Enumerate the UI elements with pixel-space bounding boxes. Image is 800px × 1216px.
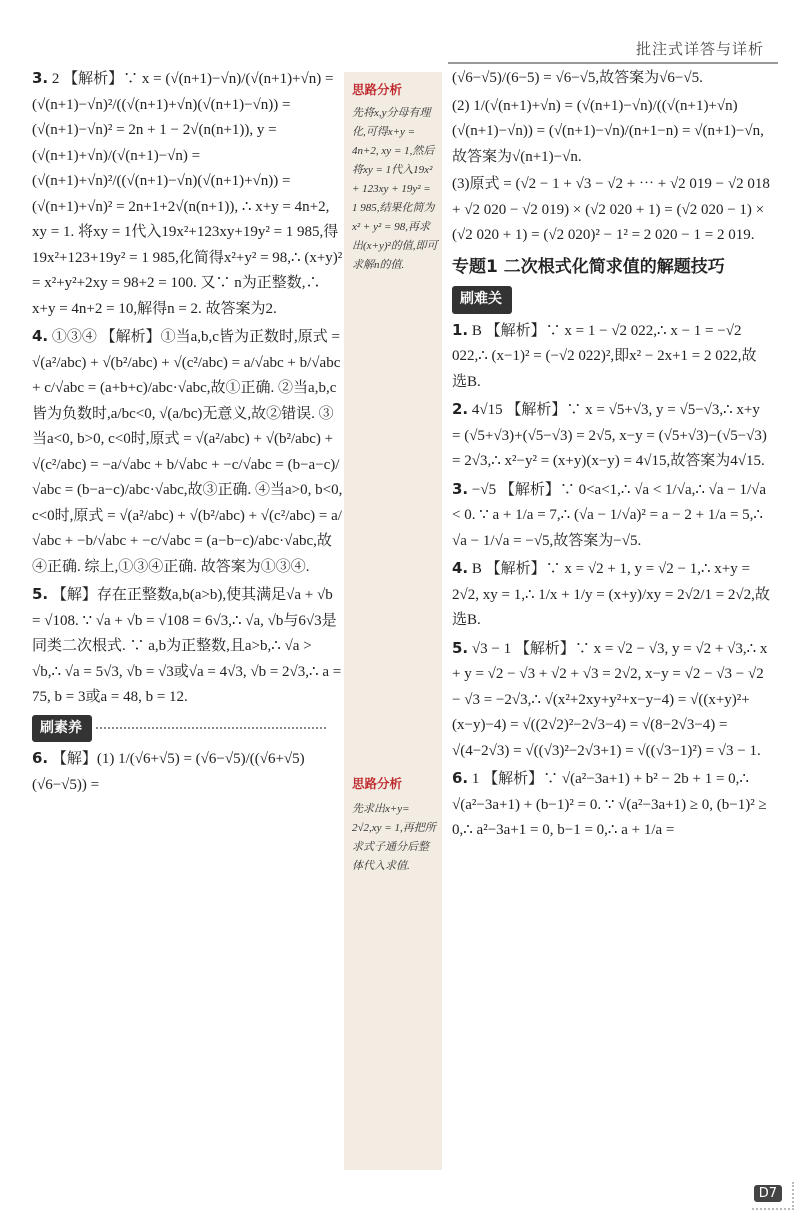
question-text: √3 − 1 【解析】∵ x = √2 − √3, y = √2 + √3,∴ x + y = √2 − √3 + √2 + √3 = 2√2, x−y = √2 − √3 − √2 − √3 = −2√3,∴ √(x²+2xy+y²+x−y−4) = √((x+y)²+(x−y)−4) = √((2√2)²−2√3−4) = √(8−2√3−4) = √(4−2√3) = √((√3)²−2√3+1) = √((√3−1)²) = √3 − 1. (452, 640, 768, 759)
tip-body-1: 先将x,y分母有理化,可得x+y = 4n+2, xy = 1,然后将xy = 1代入19x² + 123xy + 19y² = 1 985,结果化简为x² + y² = 98,再求出(x+y)²的值,即可求解n的值. (352, 107, 438, 271)
continuation-para: (3)原式 = (√2 − 1 + √3 − √2 + ⋯ + √2 019 − √2 018 + √2 020 − √2 019) × (√2 020 + 1) = (√2 020 − 1) × (√2 020 + 1) = (√2 020)² − 1² = 2 020 − 1 = 2 019. (452, 176, 770, 243)
question-6 (32, 746, 344, 798)
question-number: 6. (452, 769, 469, 787)
question-3 (32, 66, 344, 322)
tip-title-2: 思路分析 (352, 776, 403, 791)
brush-section (32, 713, 344, 747)
question-number: 4. (32, 327, 49, 345)
tip-title-1: 思路分析 (352, 82, 403, 97)
hard-badge: 刷难关 (452, 286, 512, 314)
header-rule (448, 62, 778, 64)
question-text: B 【解析】∵ x = √2 + 1, y = √2 − 1,∴ x+y = 2√2, xy = 1,∴ 1/x + 1/y = (x+y)/xy = 2√2/1 = 2√2,故选B. (452, 561, 770, 628)
question-r1 (452, 318, 770, 396)
question-text: −√5 【解析】∵ 0<a<1,∴ √a < 1/√a,∴ √a − 1/√a < 0. ∵ a + 1/a = 7,∴ (√a − 1/√a)² = a − 2 + 1/a = 5,∴ √a − 1/√a = −√5,故答案为−√5. (452, 481, 767, 549)
right-column (452, 66, 770, 846)
question-text: 2 【解析】∵ x = (√(n+1)−√n)/(√(n+1)+√n) = (√(n+1)−√n)²/((√(n+1)+√n)(√(n+1)−√n)) = (√(n+1)−√n)² = 2n + 1 − 2√(n(n+1)), y = (√(n+1)+√n)/(√(n+1)−√n) = (√(n+1)+√n)²/((√(n+1)−√n)(√(n+1)+√n)) = (√(n+1)+√n)² = 2n+1+2√(n(n+1)), ∴ x+y = 4n+2, xy = 1. 将xy = 1代入19x²+123xy+19y² = 1 985,得19x²+123+19y² = 1 985,化简得x²+y² = 98,∴ (x+y)² = x²+y²+2xy = 98+2 = 100. 又∵ n为正整数,∴ x+y = 4n+2 = 10,解得n = 2. 故答案为2. (32, 71, 343, 317)
question-r5 (452, 636, 770, 765)
question-number: 1. (452, 320, 469, 339)
question-text: 【解】(1) 1/(√6+√5) = (√6−√5)/((√6+√5)(√6−√5)) = (32, 751, 305, 793)
question-number: 5. (32, 585, 49, 603)
left-column (32, 66, 344, 800)
question-number: 3. (452, 479, 469, 498)
question-text: B 【解析】∵ x = 1 − √2 022,∴ x − 1 = −√2 022,∴ (x−1)² = (−√2 022)²,即x² − 2x+1 = 2 022,故选B. (452, 322, 757, 390)
continuation-para: (2) 1/(√(n+1)+√n) = (√(n+1)−√n)/((√(n+1)+√n)(√(n+1)−√n)) = (√(n+1)−√n)/(n+1−n) = √(n+1)−√n,故答案为√(n+1)−√n. (452, 97, 764, 165)
question-r3 (452, 477, 770, 555)
question-r2 (452, 397, 770, 475)
dotted-rule (96, 727, 326, 729)
continuation-para: (√6−√5)/(6−5) = √6−√5,故答案为√6−√5. (452, 70, 703, 86)
question-r4 (452, 556, 770, 634)
question-number: 6. (32, 749, 49, 767)
question-text: 4√15 【解析】∵ x = √5+√3, y = √5−√3,∴ x+y = (√5+√3)+(√5−√3) = 2√5, x−y = (√5+√3)−(√5−√3) = 2√3,∴ x²−y² = (x+y)(x−y) = 4√15,故答案为4√15. (452, 402, 767, 469)
question-text: 1 【解析】∵ √(a²−3a+1) + b² − 2b + 1 = 0,∴ √(a²−3a+1) + (b−1)² = 0. ∵ √(a²−3a+1) ≥ 0, (b−1)² ≥ 0,∴ a²−3a+1 = 0, b−1 = 0,∴ a + 1/a = (452, 771, 767, 838)
question-number: 3. (32, 69, 49, 87)
page-header-title: 批注式详答与详析 (635, 40, 764, 58)
question-number: 5. (452, 638, 469, 657)
tip-body-2: 先求出x+y= 2√2,xy = 1,再把所求式子通分后整体代入求值. (352, 803, 436, 872)
question-text: ①③④ 【解析】①当a,b,c皆为正数时,原式 = √(a²/abc) + √(b²/abc) + √(c²/abc) = a/√abc + b/√abc + c/√abc = (a+b+c)/abc·√abc,故①正确. ②当a,b,c皆为负数时,a/bc<0, √(a/bc)无意义,故②错误. ③当a<0, b>0, c<0时,原式 = √(a²/abc) + √(b²/abc) + √(c²/abc) = −a/√abc + b/√abc + −c/√abc = (b−a−c)/√abc = (b−a−c)/abc·√abc,故③正确. ④当a>0, b<0, c<0时,原式 = √(a²/abc) + √(b²/abc) + √(c²/abc) = a/√abc + −b/√abc + −c/√abc = (a−b−c)/abc·√abc,故④正确. 综上,①③④正确. 故答案为①③④. (32, 329, 343, 575)
brush-badge: 刷素养 (32, 715, 92, 743)
question-r6 (452, 766, 770, 844)
page-number: D7 (754, 1185, 782, 1202)
question-text: 【解】存在正整数a,b(a>b),使其满足√a + √b = √108. ∵ √a + √b = √108 = 6√3,∴ √a, √b与6√3是同类二次根式. ∵ a,b为正整数,且a>b,∴ √a > √b,∴ √a = 5√3, √b = √3或√a = 4√3, √b = 2√3,∴ a = 75, b = 3或a = 48, b = 12. (32, 587, 342, 705)
question-number: 4. (452, 559, 469, 577)
question-4 (32, 324, 344, 580)
question-number: 2. (452, 400, 469, 418)
section-title: 专题1 二次根式化简求值的解题技巧 (452, 256, 725, 277)
question-5 (32, 582, 344, 711)
